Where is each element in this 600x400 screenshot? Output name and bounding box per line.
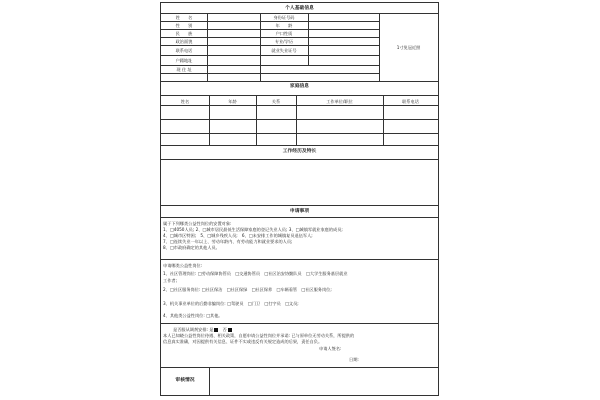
current-address-field[interactable] <box>208 66 378 72</box>
posts-line-4: 4、其他类公益性岗位: □其他。 <box>163 313 223 318</box>
transfer-yes-checkbox[interactable] <box>214 328 218 332</box>
name-field[interactable] <box>208 14 259 20</box>
placement-line-4: 8、□市政府确定的其他人员。 <box>163 245 220 250</box>
signature-field[interactable] <box>349 345 389 351</box>
label-name: 姓 名 <box>175 15 193 20</box>
placement-intro: 属于下列哪类公益性岗位的安置对象: <box>163 221 232 226</box>
label-major-education: 专业/学历 <box>274 39 294 44</box>
family-header-name: 姓名 <box>180 99 190 104</box>
id-number-field[interactable] <box>309 14 378 20</box>
declaration-line-2: 信息真实准确，对因提供有关信息、证件不实或违反有关规定造成的后果，责任自负。 <box>163 339 323 344</box>
posts-line-3: 3、机关事业单位的后勤非编岗位: □驾驶员 □门卫 □打字员 □文员; <box>163 301 299 306</box>
posts-line-2: 2、□社区服务岗位: □社区保洁 □社区保绿 □社区保养 □车辆看管 □社区服务岗位; <box>163 287 332 292</box>
declaration-line-1: 本人已知晓公益性岗位待遇、相关政策，自愿申请公益性岗位并承诺: 已与原单位无劳动关系，所提供的 <box>163 333 355 338</box>
posts-line-1: 1、社区管理岗位: □劳动保障协管员 □交通协管员 □社区治安协勤队员 □大学生服务基层就业 <box>163 271 348 276</box>
label-employment-certificate: 就业失业证号 <box>271 48 297 53</box>
signature-label: 申请人签名: <box>319 346 342 351</box>
label-current-address: 现 住 址 <box>176 67 192 72</box>
label-age: 年 龄 <box>275 23 293 28</box>
basic-info-title: 个人基础信息 <box>285 6 314 11</box>
application-title: 申请事项 <box>289 209 310 214</box>
family-header-phone: 联系电话 <box>402 99 419 104</box>
work-history-title: 工作经历及特长 <box>282 149 317 154</box>
label-id-number: 身份证号码 <box>273 15 295 20</box>
transfer-question-label: 是否服从调剂安排: 是 <box>173 327 214 332</box>
label-hukou-type: 户口性质 <box>275 31 293 36</box>
label-ethnicity: 民 族 <box>175 31 193 36</box>
family-info-title: 家庭信息 <box>289 84 310 89</box>
label-gender: 性 别 <box>175 23 193 28</box>
transfer-no-label: 否 <box>222 327 227 332</box>
posts-line-1b: 工作者; <box>163 278 177 283</box>
review-field[interactable] <box>211 369 436 393</box>
placement-line-2: 4、□城市区特困; 5、□城乡残疾人员; 6、□未安排工作的城镇复员退伍军人; <box>163 233 313 238</box>
transfer-question <box>173 327 232 332</box>
application-form <box>160 2 439 396</box>
review-label: 审核情况 <box>175 378 195 383</box>
posts-intro: 申请哪类公益性岗位: <box>163 263 203 268</box>
label-household-address: 户籍地址 <box>175 58 193 63</box>
placement-line-3: 7、□连续失业一年以上、劳动年龄内、有劳动能力和就业要求的人员; <box>163 239 293 244</box>
date-label: 日期: <box>349 357 359 362</box>
family-header-relation: 关系 <box>271 99 281 104</box>
family-header-workplace: 工作单位/职位 <box>326 99 353 104</box>
placement-line-1: 1、□4050人员; 2、□城市居民最低生活保障家庭的登记失业人员; 3、□城镇零就业家庭的成员; <box>163 227 343 232</box>
work-history-field[interactable] <box>163 161 436 201</box>
transfer-no-checkbox[interactable] <box>228 328 232 332</box>
photo-placeholder: 1寸免冠近照 <box>396 45 421 50</box>
label-phone: 联系电话 <box>175 48 193 53</box>
family-header-age: 年龄 <box>228 99 237 104</box>
label-political-status: 政治面貌 <box>175 39 193 44</box>
